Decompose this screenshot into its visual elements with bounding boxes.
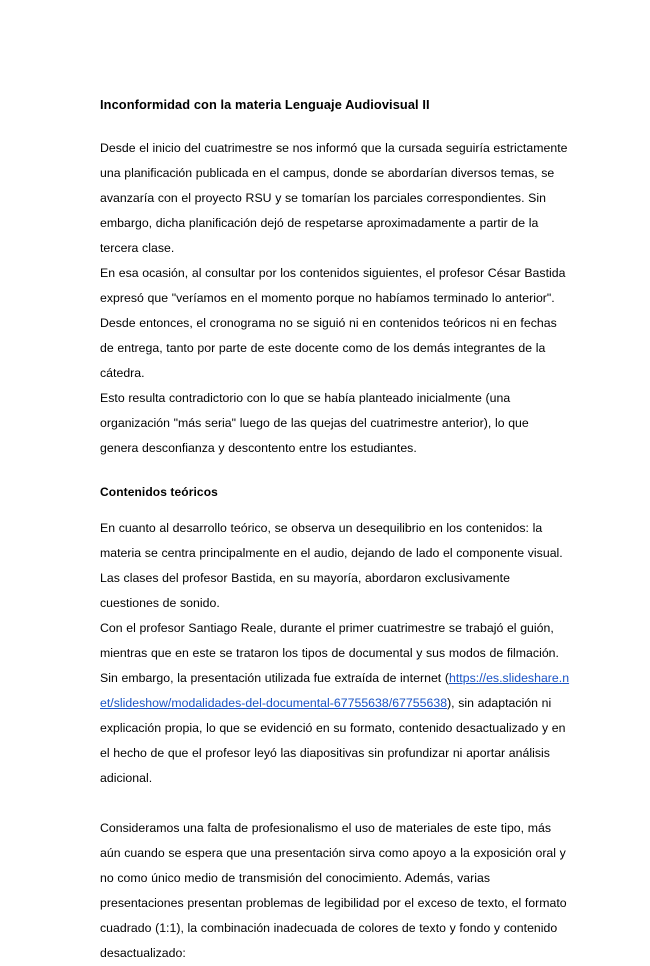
closing-paragraph: Consideramos una falta de profesionalismo el uso de materiales de este tipo, más aún cuando se espera que una presentación sirva como apoyo a la exposición oral y no como único medio de transmisión del conocimiento. Además, varias presentaciones presentan problemas de legibilidad por el exceso de texto, el formato cuadrado (1:1), la combinación inadecuada de colores de texto y fondo y contenido desactualizado: — [100, 821, 567, 960]
teoricos-paragraph-2-lead: Con el profesor Santiago Reale, durante el primer cuatrimestre se trabajó el guión, mientras que en este se trataron los tipos de documental y sus modos de filmación. Sin embargo, la presentación utilizada fue extraída de internet ( — [100, 621, 559, 685]
spacer — [100, 461, 570, 480]
teoricos-paragraph-1: En cuanto al desarrollo teórico, se observa un desequilibrio en los contenidos: la materia se centra principalmente en el audio, dejando de lado el componente visual. Las clases del profesor Bastida, en su mayoría, abordaron exclusivamente cuestiones de sonido. — [100, 521, 563, 610]
intro-paragraph: Desde el inicio del cuatrimestre se nos informó que la cursada seguiría estrictamente una planificación publicada en el campus, donde se abordarían diversos temas, se avanzaría con el proyecto RSU y se tomarían los parciales correspondientes. Sin embargo, dicha planificación dejó de respetarse aproximadamente a partir de la tercera clase. — [100, 141, 568, 255]
document-body — [100, 92, 570, 966]
slideshare-source-link[interactable]: https://es.slideshare.net/slideshow/modalidades-del-documental-67755638/67755638 — [100, 671, 570, 710]
teoricos-paragraph-2 — [100, 616, 570, 791]
spacer — [100, 791, 570, 816]
page-title: Inconformidad con la materia Lenguaje Audiovisual II — [100, 97, 430, 112]
intro-paragraph-2: En esa ocasión, al consultar por los contenidos siguientes, el profesor César Bastida expresó que "veríamos en el momento porque no habíamos terminado lo anterior". Desde entonces, el cronograma no se siguió ni en contenidos teóricos ni en fechas de entrega, tanto por parte de este docente como de los demás integrantes de la cátedra. — [100, 266, 566, 380]
intro-paragraph-3: Esto resulta contradictorio con lo que se había planteado inicialmente (una organización "más seria" luego de las quejas del cuatrimestre anterior), lo que genera desconfianza y descontento entre los estudiantes. — [100, 391, 529, 455]
section-heading-contenidos-teoricos: Contenidos teóricos — [100, 485, 218, 499]
spacer — [100, 505, 570, 516]
teoricos-paragraph-2-tail: ), sin adaptación ni explicación propia, lo que se evidenció en su formato, contenido desactualizado y en el hecho de que el profesor leyó las diapositivas sin profundizar ni aportar análisis adicional. — [100, 696, 566, 785]
